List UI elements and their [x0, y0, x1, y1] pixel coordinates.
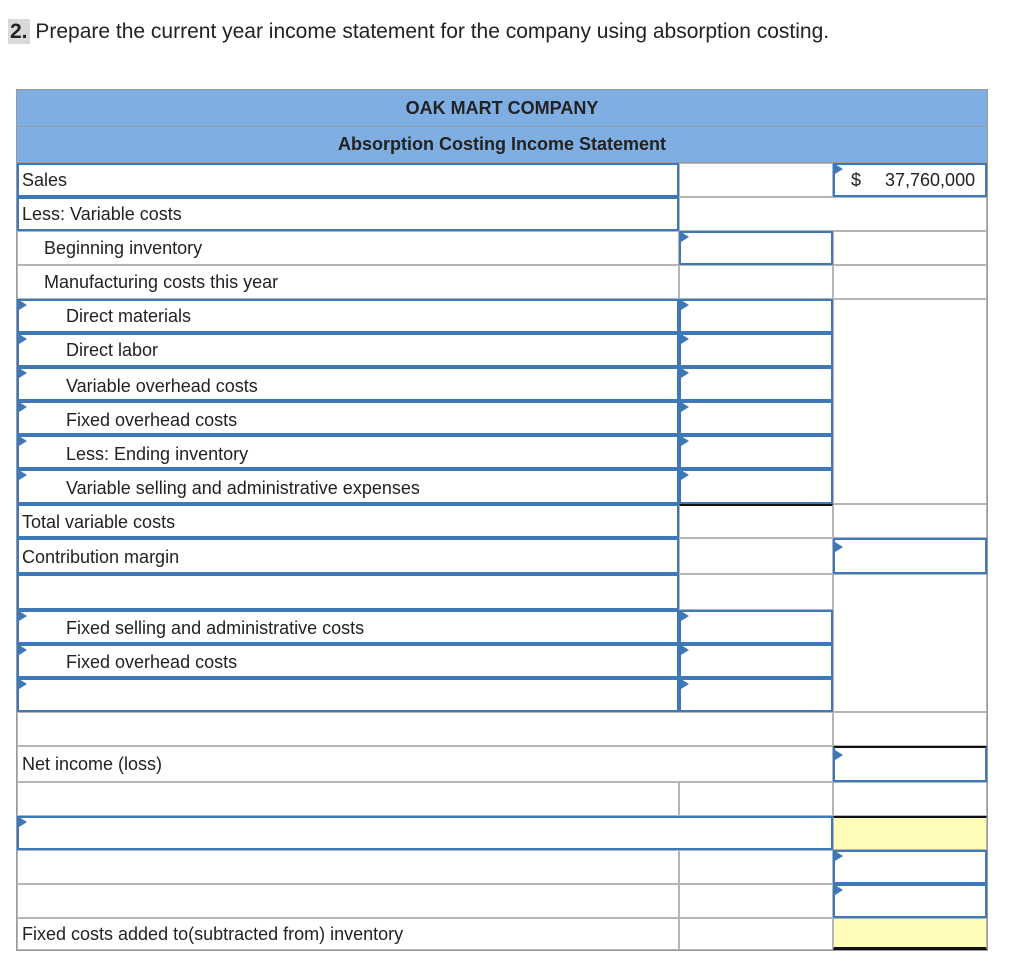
blank-row-3-col2 [679, 850, 833, 884]
sales-value: 37,760,000 [885, 170, 976, 190]
dropdown-marker-icon[interactable] [681, 436, 689, 446]
blank-row-2-col3 [833, 782, 987, 816]
fixed-overhead-costs-label: Fixed overhead costs [66, 652, 238, 672]
variable-overhead-label: Variable overhead costs [66, 376, 258, 396]
dropdown-marker-icon[interactable] [19, 817, 27, 827]
fixed-overhead-input[interactable] [679, 401, 833, 435]
beginning-inventory-input[interactable] [679, 231, 833, 265]
dropdown-marker-icon[interactable] [681, 334, 689, 344]
company-name-header [17, 90, 987, 127]
right-column-block [833, 299, 987, 504]
statement-title: Absorption Costing Income Statement [337, 134, 667, 154]
fixed-costs-added-col2 [679, 918, 833, 950]
fixed-selling-input[interactable] [679, 610, 833, 644]
contribution-margin-col2 [679, 538, 833, 574]
question-number: 2. [10, 20, 28, 43]
direct-materials-input[interactable] [679, 299, 833, 333]
reconciliation-label-field[interactable] [17, 816, 833, 850]
blank-row-col2 [679, 574, 833, 610]
dropdown-marker-icon[interactable] [835, 164, 843, 174]
dropdown-marker-icon[interactable] [19, 679, 27, 689]
dropdown-marker-icon[interactable] [835, 885, 843, 895]
blank-row-2-col2 [679, 782, 833, 816]
fixed-total-label-field[interactable] [17, 678, 679, 712]
reconciliation-yellow-cell[interactable] [833, 816, 987, 850]
dropdown-marker-icon[interactable] [19, 611, 27, 621]
less-variable-costs-label: Less: Variable costs [22, 204, 182, 224]
ending-inventory-input[interactable] [679, 435, 833, 469]
direct-labor-label: Direct labor [66, 340, 159, 360]
dropdown-marker-icon[interactable] [835, 542, 843, 552]
question-prompt [8, 20, 829, 44]
blank-wide-col3 [833, 712, 987, 746]
dropdown-marker-icon[interactable] [19, 300, 27, 310]
blank-label-field[interactable] [17, 574, 679, 610]
company-name: OAK MART COMPANY [405, 98, 599, 118]
ending-inventory-label: Less: Ending inventory [66, 444, 249, 464]
income-statement-worksheet [16, 89, 988, 951]
dropdown-marker-icon[interactable] [19, 436, 27, 446]
adjustment-input-1[interactable] [833, 850, 987, 884]
dropdown-marker-icon[interactable] [835, 851, 843, 861]
direct-materials-label: Direct materials [66, 306, 192, 326]
fixed-costs-added-label: Fixed costs added to(subtracted from) inventory [22, 924, 404, 944]
fixed-total-input[interactable] [679, 678, 833, 712]
dropdown-marker-icon[interactable] [681, 232, 689, 242]
fixed-selling-label: Fixed selling and administrative costs [66, 618, 365, 638]
dropdown-marker-icon[interactable] [681, 300, 689, 310]
dropdown-marker-icon[interactable] [19, 402, 27, 412]
adjustment-input-2[interactable] [833, 884, 987, 918]
sales-label: Sales [22, 170, 68, 190]
variable-selling-label: Variable selling and administrative expenses [66, 478, 420, 498]
question-text: Prepare the current year income statement for the company using absorption costing. [29, 20, 830, 43]
beginning-inventory-label: Beginning inventory [44, 238, 203, 258]
manufacturing-costs-col2 [679, 265, 833, 299]
dropdown-marker-icon[interactable] [681, 611, 689, 621]
total-variable-col3 [833, 504, 987, 538]
sales-col2-cell [679, 163, 833, 197]
dropdown-marker-icon[interactable] [19, 470, 27, 480]
variable-overhead-input[interactable] [679, 367, 833, 401]
manufacturing-costs-label: Manufacturing costs this year [44, 272, 279, 292]
blank-row-2 [17, 782, 679, 816]
dropdown-marker-icon[interactable] [681, 645, 689, 655]
contribution-margin-label: Contribution margin [22, 547, 180, 567]
dropdown-marker-icon[interactable] [19, 645, 27, 655]
dropdown-marker-icon[interactable] [19, 368, 27, 378]
dropdown-marker-icon[interactable] [681, 368, 689, 378]
fixed-costs-col3-block [833, 574, 987, 712]
dropdown-marker-icon[interactable] [681, 470, 689, 480]
less-variable-empty-cell [679, 197, 987, 231]
contribution-margin-input[interactable] [833, 538, 987, 574]
dropdown-marker-icon[interactable] [19, 334, 27, 344]
sales-currency: $ [851, 170, 862, 190]
beginning-inventory-col3 [833, 231, 987, 265]
sales-label-field[interactable] [17, 163, 679, 197]
net-income-label: Net income (loss) [22, 754, 163, 774]
dropdown-marker-icon[interactable] [681, 402, 689, 412]
fixed-costs-added-yellow-cell[interactable] [833, 918, 987, 950]
manufacturing-costs-col3 [833, 265, 987, 299]
blank-wide-row [17, 712, 833, 746]
variable-selling-input[interactable] [679, 469, 833, 504]
total-variable-costs-label: Total variable costs [22, 512, 176, 532]
direct-labor-input[interactable] [679, 333, 833, 367]
net-income-input[interactable] [833, 746, 987, 782]
total-variable-col2 [679, 504, 833, 538]
dropdown-marker-icon[interactable] [835, 750, 843, 760]
blank-row-3 [17, 850, 679, 884]
dropdown-marker-icon[interactable] [681, 679, 689, 689]
statement-title-header [17, 127, 987, 163]
blank-row-4-col2 [679, 884, 833, 918]
blank-row-4 [17, 884, 679, 918]
fixed-overhead-label: Fixed overhead costs [66, 410, 238, 430]
fixed-overhead-costs-input[interactable] [679, 644, 833, 678]
